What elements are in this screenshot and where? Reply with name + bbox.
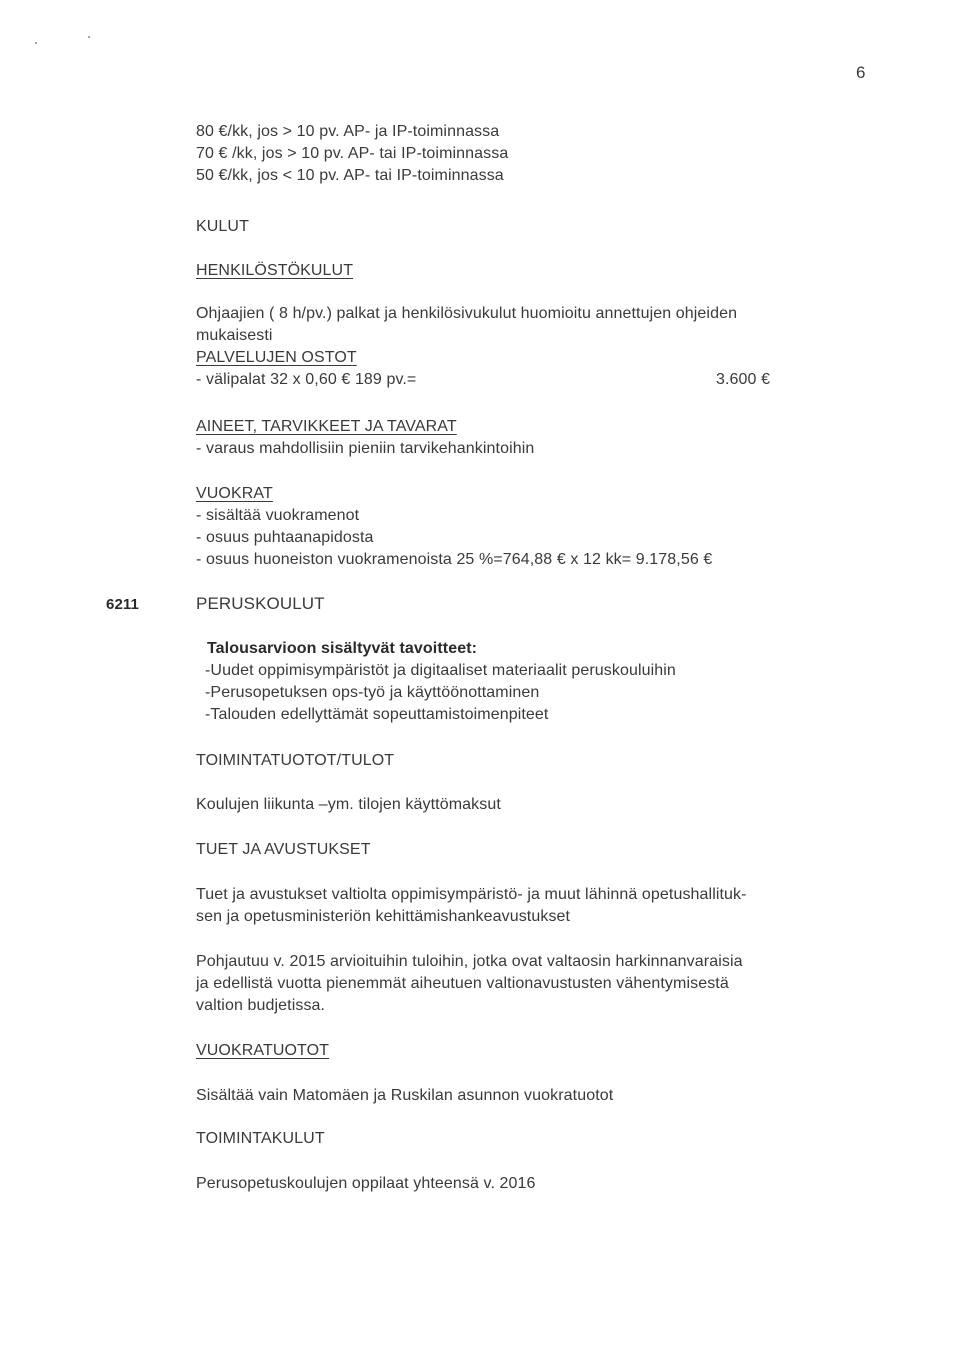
- henkilostokulut-heading: HENKILÖSTÖKULUT: [196, 262, 354, 279]
- aineet-item: - varaus mahdollisiin pieniin tarvikehankintoihin: [196, 440, 535, 457]
- tavoitteet-item: -Perusopetuksen ops-työ ja käyttöönottaminen: [205, 684, 540, 701]
- kulut-heading: KULUT: [196, 218, 249, 235]
- scan-speck: [88, 36, 90, 38]
- scan-speck: [35, 42, 37, 44]
- aineet-heading: AINEET, TARVIKKEET JA TAVARAT: [196, 418, 457, 435]
- henkilostokulut-text: mukaisesti: [196, 327, 273, 344]
- vuokrat-item: - osuus puhtaanapidosta: [196, 529, 374, 546]
- tavoitteet-item: -Talouden edellyttämät sopeuttamistoimenpiteet: [205, 706, 549, 723]
- toimintatuotot-text: Koulujen liikunta –ym. tilojen käyttömaksut: [196, 796, 501, 813]
- palvelujen-ostot-item: - välipalat 32 x 0,60 € 189 pv.=: [196, 371, 417, 388]
- toimintakulut-heading: TOIMINTAKULUT: [196, 1130, 325, 1147]
- palvelujen-ostot-amount: 3.600 €: [716, 371, 771, 388]
- toimintatuotot-heading: TOIMINTATUOTOT/TULOT: [196, 752, 395, 769]
- vuokratuotot-text: Sisältää vain Matomäen ja Ruskilan asunnon vuokratuotot: [196, 1087, 614, 1104]
- tuet-text: sen ja opetusministeriön kehittämishankeavustukset: [196, 908, 571, 925]
- henkilostokulut-text: Ohjaajien ( 8 h/pv.) palkat ja henkilösivukulut huomioitu annettujen ohjeiden: [196, 305, 738, 322]
- tavoitteet-item: -Uudet oppimisympäristöt ja digitaaliset materiaalit peruskouluihin: [205, 662, 676, 679]
- tuet-text: ja edellistä vuotta pienemmät aiheutuen valtionavustusten vähentymisestä: [196, 975, 729, 992]
- section-code: 6211: [106, 596, 139, 613]
- fee-line: 70 € /kk, jos > 10 pv. AP- tai IP-toiminnassa: [196, 145, 509, 162]
- page-number: 6: [856, 63, 866, 82]
- section-title: PERUSKOULUT: [196, 594, 325, 613]
- tuet-heading: TUET JA AVUSTUKSET: [196, 841, 371, 858]
- palvelujen-ostot-heading: PALVELUJEN OSTOT: [196, 349, 357, 366]
- toimintakulut-text: Perusopetuskoulujen oppilaat yhteensä v. 2016: [196, 1175, 536, 1192]
- tuet-text: Pohjautuu v. 2015 arvioituihin tuloihin, jotka ovat valtaosin harkinnanvaraisia: [196, 953, 743, 970]
- fee-line: 80 €/kk, jos > 10 pv. AP- ja IP-toiminnassa: [196, 123, 500, 140]
- tuet-text: valtion budjetissa.: [196, 997, 326, 1014]
- vuokrat-item: - sisältää vuokramenot: [196, 507, 360, 524]
- vuokrat-item: - osuus huoneiston vuokramenoista 25 %=764,88 € x 12 kk= 9.178,56 €: [196, 551, 713, 568]
- fee-line: 50 €/kk, jos < 10 pv. AP- tai IP-toiminnassa: [196, 167, 504, 184]
- vuokrat-heading: VUOKRAT: [196, 485, 273, 502]
- tuet-text: Tuet ja avustukset valtiolta oppimisympäristö- ja muut lähinnä opetushallituk-: [196, 886, 747, 903]
- vuokratuotot-heading: VUOKRATUOTOT: [196, 1042, 330, 1059]
- tavoitteet-heading: Talousarvioon sisältyvät tavoitteet:: [207, 640, 478, 657]
